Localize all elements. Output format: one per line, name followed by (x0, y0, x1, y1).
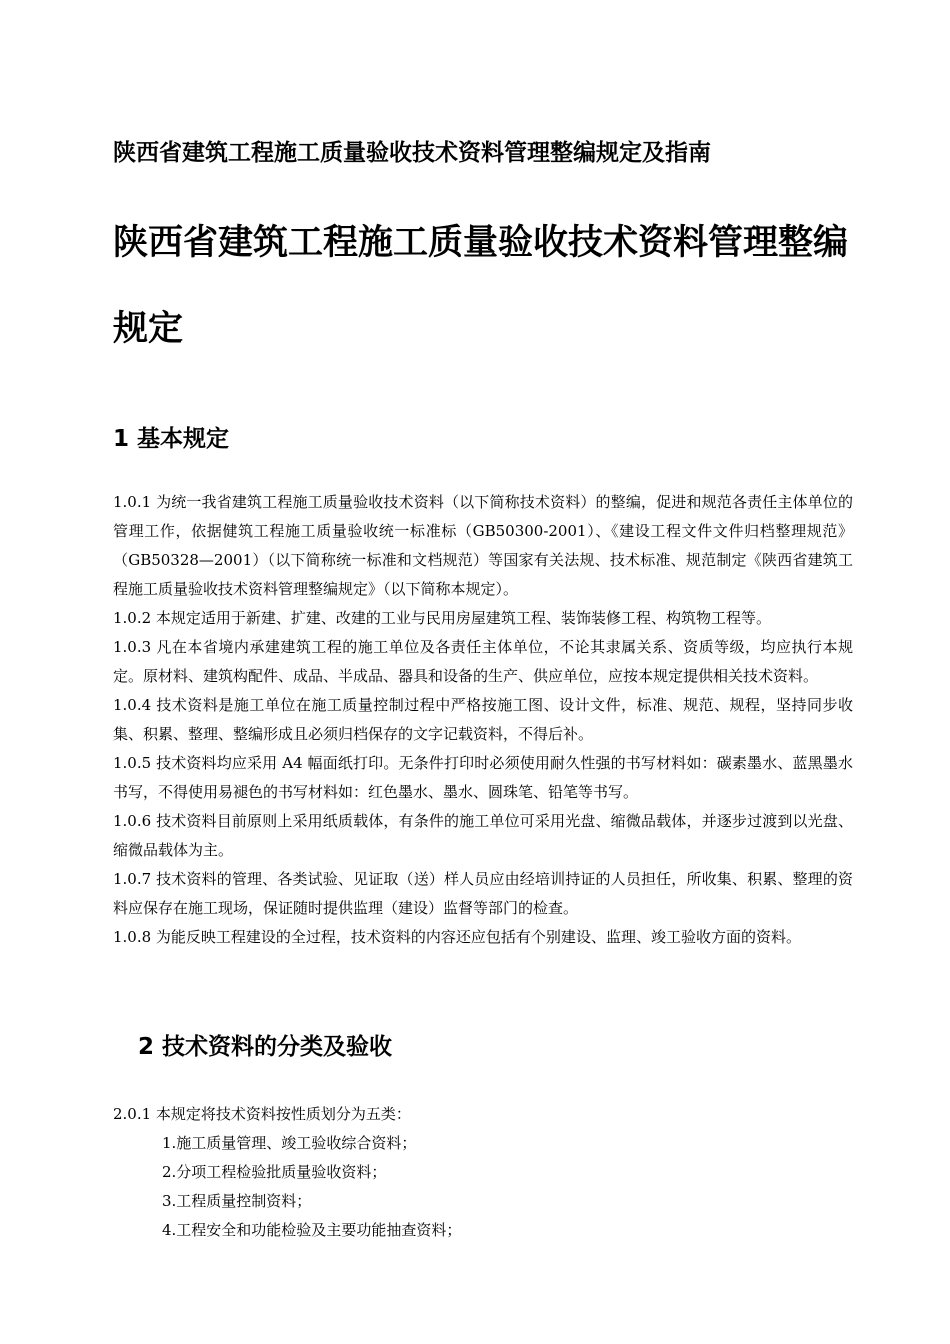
paragraph-1-0-8: 1.0.8 为能反映工程建设的全过程，技术资料的内容还应包括有个别建设、监理、竣工验收方面的资料。 (113, 928, 801, 946)
classification-list (162, 1129, 461, 1245)
section-2-heading: 2 技术资料的分类及验收 (138, 1034, 393, 1060)
paragraph-1-0-7: 1.0.7 技术资料的管理、各类试验、见证取（送）样人员应由经培训持证的人员担任，所收集、积累、整理的资料应保存在施工现场，保证随时提供监理（建设）监督等部门的检查。 (113, 870, 853, 917)
paragraph-1-0-2: 1.0.2 本规定适用于新建、扩建、改建的工业与民用房屋建筑工程、装饰装修工程、构筑物工程等。 (113, 609, 771, 627)
document-header-title: 陕西省建筑工程施工质量验收技术资料管理整编规定及指南 (113, 140, 711, 166)
list-item: 4.工程安全和功能检验及主要功能抽查资料； (162, 1221, 462, 1239)
paragraph-1-0-5: 1.0.5 技术资料均应采用 A4 幅面纸打印。无条件打印时必须使用耐久性强的书写材料如：碳素墨水、蓝黑墨水书写，不得使用易褪色的书写材料如：红色墨水、墨水、圆珠笔、铅笔等书写。 (113, 754, 853, 801)
paragraph-1-0-1: 1.0.1 为统一我省建筑工程施工质量验收技术资料（以下简称技术资料）的整编，促进和规范各责任主体单位的管理工作，依据健筑工程施工质量验收统一标准标（GB50300-2001）、《建设工程文件文件归档整理规范》（GB50328—2001）（以下简称统一标准和文档规范）等国家有关法规、技术标准、规范制定《陕西省建筑工程施工质量验收技术资料管理整编规定》（以下简称本规定）。 (113, 493, 853, 598)
list-item: 3.工程质量控制资料； (162, 1192, 312, 1210)
section-1-heading: 1 基本规定 (113, 426, 230, 452)
list-item: 1.施工质量管理、竣工验收综合资料； (162, 1134, 417, 1152)
paragraph-2-0-1: 2.0.1 本规定将技术资料按性质划分为五类： (113, 1105, 411, 1123)
paragraph-1-0-4: 1.0.4 技术资料是施工单位在施工质量控制过程中严格按施工图、设计文件，标准、规范、规程，坚持同步收集、积累、整理、整编形成且必须归档保存的文字记载资料，不得后补。 (113, 696, 853, 743)
paragraph-1-0-3: 1.0.3 凡在本省境内承建建筑工程的施工单位及各责任主体单位，不论其隶属关系、资质等级，均应执行本规定。原材料、建筑构配件、成品、半成品、器具和设备的生产、供应单位，应按本规定提供相关技术资料。 (113, 638, 853, 685)
paragraph-1-0-6: 1.0.6 技术资料目前原则上采用纸质载体，有条件的施工单位可采用光盘、缩微品载体，并逐步过渡到以光盘、缩微品载体为主。 (113, 812, 853, 859)
main-title: 陕西省建筑工程施工质量验收技术资料管理整编规定 (113, 223, 849, 349)
section-1-body (113, 488, 853, 952)
list-item: 2.分项工程检验批质量验收资料； (162, 1163, 387, 1181)
